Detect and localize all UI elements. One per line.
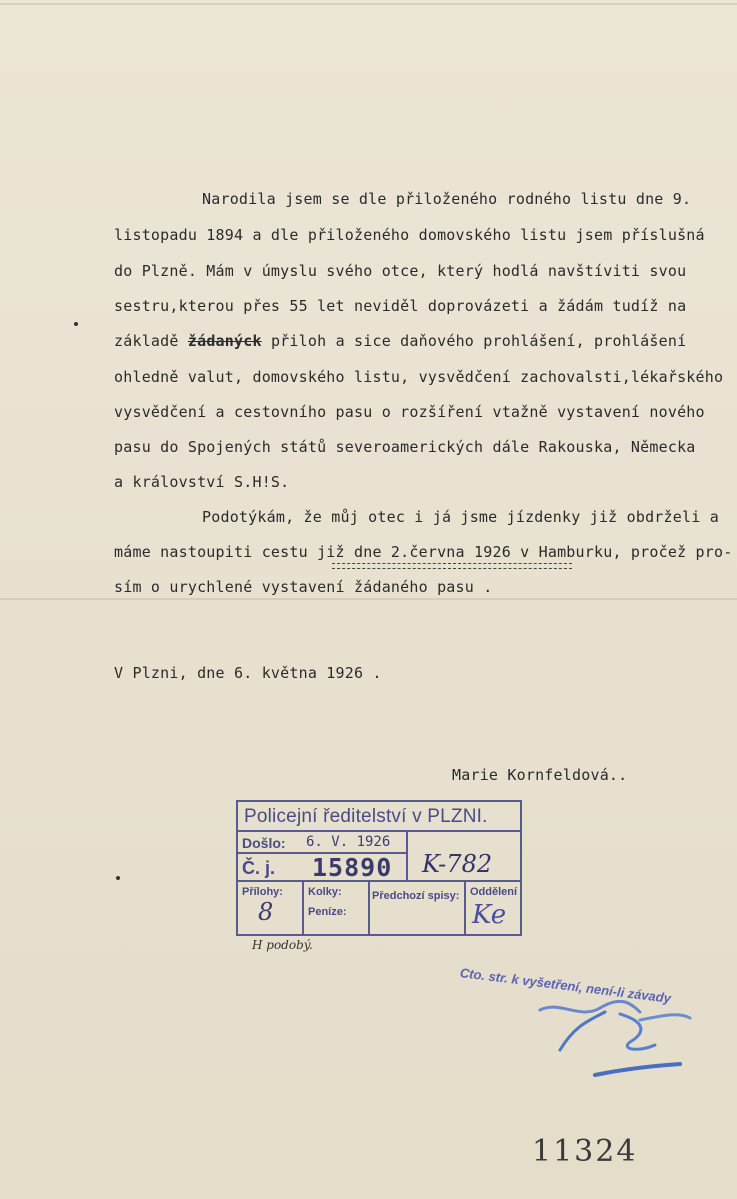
body-line-1: Narodila jsem se dle přiloženého rodného listu dne 9.: [202, 190, 692, 208]
stamp-divider: [406, 830, 408, 882]
margin-dot: [74, 322, 78, 326]
stamp-divider: [464, 880, 466, 934]
body-line-2: listopadu 1894 a dle přiloženého domovského listu jsem příslušná: [114, 226, 705, 244]
body-line-10: Podotýkám, že můj otec i já jsme jízdenky již obdrželi a: [202, 508, 719, 526]
body-line-4: sestru,kterou přes 55 let neviděl doprovázeti a žádám tudíž na: [114, 297, 687, 315]
stamp-divider: [236, 830, 520, 832]
stamp-cj-number: 15890: [312, 853, 393, 882]
stamp-doslo-value: 6. V. 1926: [306, 834, 391, 850]
stamp-oddeleni-value: Ke: [472, 900, 507, 930]
handwritten-note: H podobý.: [252, 938, 313, 952]
place-date: V Plzni, dne 6. května 1926 .: [114, 664, 382, 682]
stamp-divider: [368, 880, 370, 934]
stamp-predchozi-label: Předchozí spisy:: [372, 890, 460, 902]
body-line-12: sím o urychlené vystavení žádaného pasu .: [114, 578, 493, 596]
body-line-7: vysvědčení a cestovního pasu o rozšíření vtažně vystavení nového: [114, 403, 705, 421]
stamp-doslo-label: Došlo:: [242, 835, 286, 851]
blue-pencil-flourish: [530, 990, 700, 1085]
stamp-prilohy-value: 8: [258, 898, 274, 926]
body-line-8: pasu do Spojených států severoamerických dále Rakouska, Německa: [114, 438, 696, 456]
body-line-6: ohledně valut, domovského listu, vysvědčení zachovalsti,lékařského: [114, 368, 724, 386]
struck-word: žádanýck: [187, 332, 262, 350]
margin-dot: [116, 876, 120, 880]
page-number: 11324: [532, 1134, 638, 1169]
stamp-cj-label: Č. j.: [242, 858, 276, 878]
stamp-oddeleni-label: Oddělení: [470, 886, 518, 898]
stamp-penize-label: Peníze:: [308, 906, 347, 918]
body-line-5: [114, 332, 686, 350]
police-stamp: [236, 800, 522, 936]
body-line-5a: základě: [114, 332, 179, 350]
body-line-9: a království S.H!S.: [114, 473, 290, 491]
stamp-cj-handwritten: K-782: [422, 850, 493, 878]
signature: Marie Kornfeldová..: [452, 766, 628, 784]
stamp-kolky-label: Kolky:: [308, 886, 342, 898]
blue-pencil-note: Cto. str. k vyšetření, není-li závady: [459, 965, 672, 1006]
stamp-prilohy-label: Přílohy:: [242, 886, 283, 898]
date-underline: [332, 563, 572, 569]
body-line-11: máme nastoupiti cestu již dne 2.června 1926 v Hamburku, pročež pro-: [114, 543, 733, 561]
stamp-divider: [302, 880, 304, 934]
paper-edge: [0, 3, 737, 5]
stamp-title: Policejní ředitelství v PLZNI.: [244, 806, 488, 827]
paper-fold: [0, 598, 737, 600]
body-line-3: do Plzně. Mám v úmyslu svého otce, který hodlá navštíviti svou: [114, 262, 687, 280]
body-line-5b: přiloh a sice daňového prohlášení, prohlášení: [270, 332, 687, 350]
